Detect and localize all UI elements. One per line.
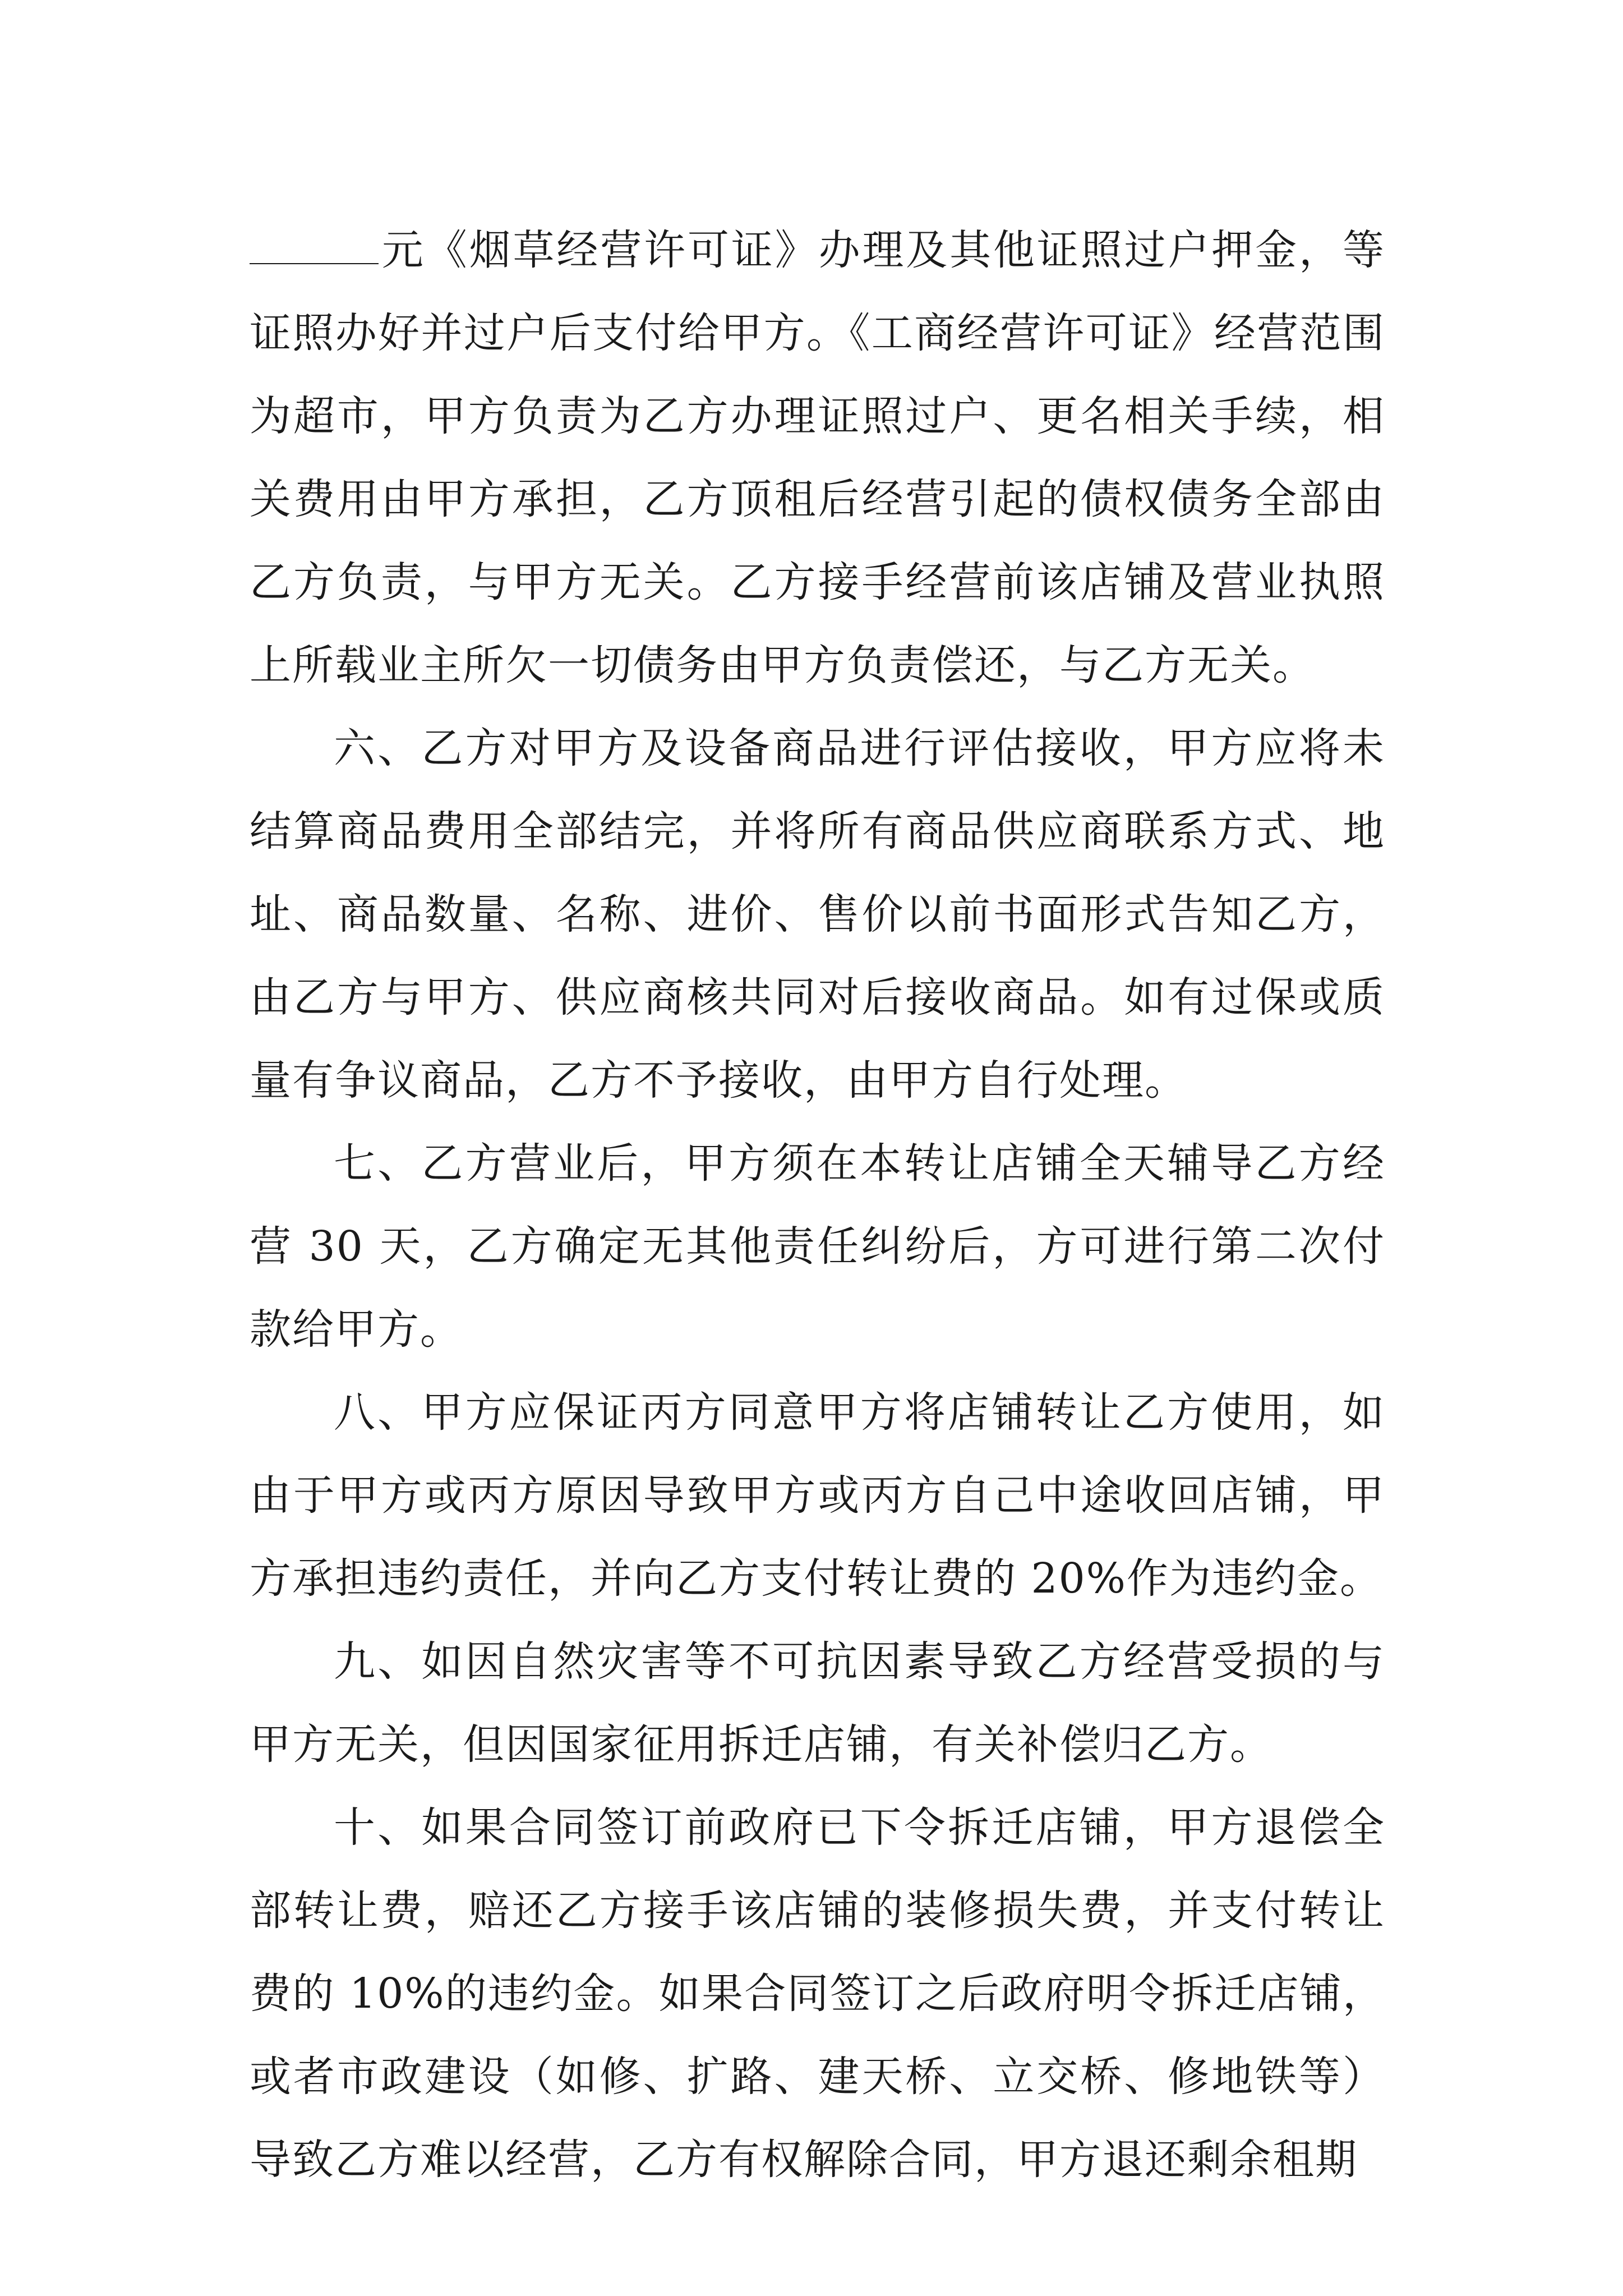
- paragraph-6: [250, 707, 1385, 1122]
- paragraph-text: 元《烟草经营许可证》办理及其他证照过户押金，等证照办好并过户后支付给甲方。《工商经营许可证》经营范围为超市，甲方负责为乙方办理证照过户、更名相关手续，相关费用由甲方承担，乙方顶租后经营引起的债权债务全部由乙方负责，与甲方无关。乙方接手经营前该店铺及营业执照上所载业主所欠一切债务由甲方负责偿还，与乙方无关。: [250, 226, 1385, 689]
- paragraph-text: 九、如因自然灾害等不可抗因素导致乙方经营受损的与甲方无关，但因国家征用拆迁店铺，有关补偿归乙方。: [250, 1637, 1385, 1769]
- paragraph-text: 七、乙方营业后，甲方须在本转让店铺全天辅导乙方经营 30 天，乙方确定无其他责任纠纷后，方可进行第二次付款给甲方。: [250, 1139, 1385, 1354]
- paragraph-9: [250, 1620, 1385, 1786]
- fill-in-blank: [250, 229, 379, 264]
- paragraph-5-continued: [250, 209, 1385, 707]
- paragraph-8: [250, 1371, 1385, 1620]
- paragraph-text: 十、如果合同签订前政府已下令拆迁店铺，甲方退偿全部转让费，赔还乙方接手该店铺的装修损失费，并支付转让费的 10%的违约金。如果合同签订之后政府明令拆迁店铺，或者市政建设（如修、扩路、建天桥、立交桥、修地铁等）导致乙方难以经营，乙方有权解除合同，甲方退还剩余租期: [250, 1803, 1385, 2184]
- paragraph-text: 八、甲方应保证丙方同意甲方将店铺转让乙方使用，如由于甲方或丙方原因导致甲方或丙方自己中途收回店铺，甲方承担违约责任，并向乙方支付转让费的 20%作为违约金。: [250, 1388, 1385, 1603]
- paragraph-text: 六、乙方对甲方及设备商品进行评估接收，甲方应将未结算商品费用全部结完，并将所有商品供应商联系方式、地址、商品数量、名称、进价、售价以前书面形式告知乙方，由乙方与甲方、供应商核共同对后接收商品。如有过保或质量有争议商品，乙方不予接收，由甲方自行处理。: [250, 724, 1385, 1105]
- document-body: [250, 209, 1385, 2201]
- paragraph-7: [250, 1122, 1385, 1371]
- paragraph-10: [250, 1786, 1385, 2201]
